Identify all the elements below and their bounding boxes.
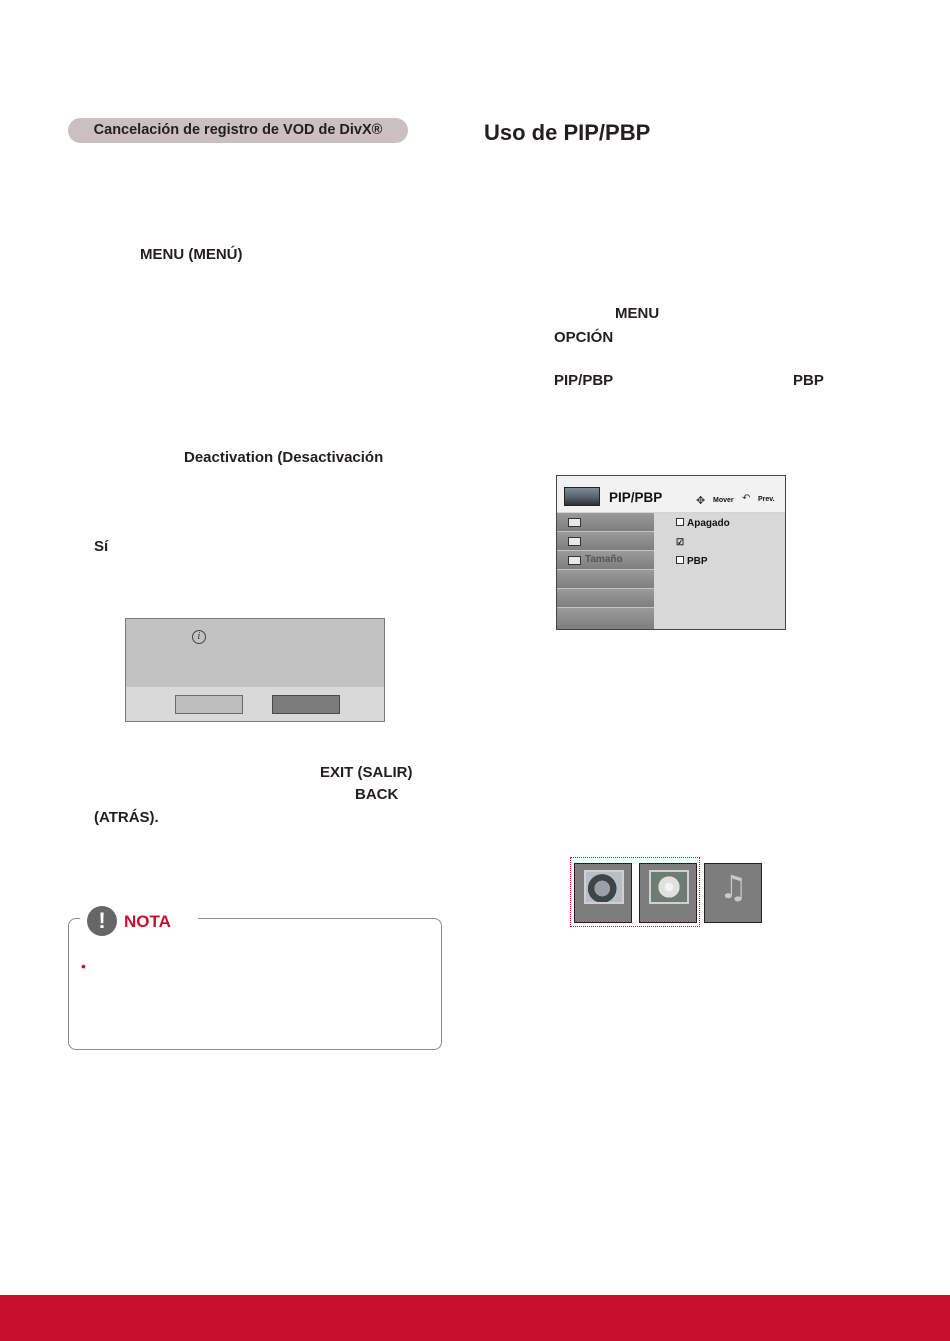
menu-item-tamano[interactable] (557, 551, 654, 570)
note-bullet: • (81, 958, 86, 974)
yes-label: Sí (94, 538, 109, 555)
atras-label: (ATRÁS). (94, 809, 159, 826)
deactivation-dialog (125, 618, 385, 722)
return-arrow-icon: ↶ (742, 493, 751, 504)
option-label: PBP (687, 556, 708, 567)
menu-options-panel (654, 513, 785, 629)
dialog-message-area (126, 619, 384, 687)
checkbox-icon (676, 518, 684, 526)
menu-key-label-right: MENU (615, 305, 660, 322)
film-reel-icon (584, 870, 624, 904)
dialog-no-button[interactable] (272, 695, 340, 714)
menu-item[interactable] (557, 570, 654, 589)
option-pbp[interactable] (676, 556, 708, 567)
menu-item-icon (568, 518, 581, 527)
exclamation-icon: ! (87, 906, 117, 936)
pip-pbp-menu-screenshot (556, 475, 786, 630)
menu-item-icon (568, 556, 581, 565)
pbp-label: PBP (793, 372, 824, 389)
section-heading-pip-pbp: Uso de PIP/PBP (484, 120, 651, 145)
deactivation-label: Deactivation (Desactivación (184, 449, 384, 466)
menu-thumbnail-icon (564, 487, 600, 506)
back-key-label: BACK (355, 786, 399, 803)
menu-item[interactable] (557, 532, 654, 551)
footer-bar (0, 1295, 950, 1341)
music-note-icon: ♫ (719, 868, 748, 906)
menu-item[interactable] (557, 513, 654, 532)
info-icon: i (192, 630, 206, 644)
menu-hint-prev: Prev. (758, 496, 775, 503)
flower-photo-icon (649, 870, 689, 904)
menu-item-icon (568, 537, 581, 546)
exit-key-label: EXIT (SALIR) (320, 764, 413, 781)
section-pill-divx-deregistration: Cancelación de registro de VOD de DivX® (68, 118, 408, 143)
menu-header (557, 476, 785, 512)
menu-title: PIP/PBP (609, 490, 663, 505)
menu-item-label: Tamaño (585, 554, 623, 565)
menu-item-list (557, 513, 654, 629)
dialog-yes-button[interactable] (175, 695, 243, 714)
option-apagado[interactable] (676, 518, 730, 529)
menu-item[interactable] (557, 608, 654, 629)
music-icon[interactable] (704, 863, 762, 923)
opcion-label: OPCIÓN (554, 329, 614, 346)
checkbox-icon (676, 556, 684, 564)
menu-hint-move: Mover (713, 497, 734, 504)
photo-icon[interactable] (639, 863, 697, 923)
pip-pbp-label: PIP/PBP (554, 372, 614, 389)
menu-item[interactable] (557, 589, 654, 608)
note-label: NOTA (124, 912, 171, 931)
note-box (68, 918, 442, 1050)
menu-key-label: MENU (MENÚ) (140, 246, 243, 263)
move-arrows-icon: ✥ (696, 495, 706, 507)
checkbox-checked-icon: ☑ (676, 537, 685, 547)
movie-icon[interactable] (574, 863, 632, 923)
option-label: Apagado (687, 518, 730, 529)
option-checked[interactable] (676, 537, 684, 548)
